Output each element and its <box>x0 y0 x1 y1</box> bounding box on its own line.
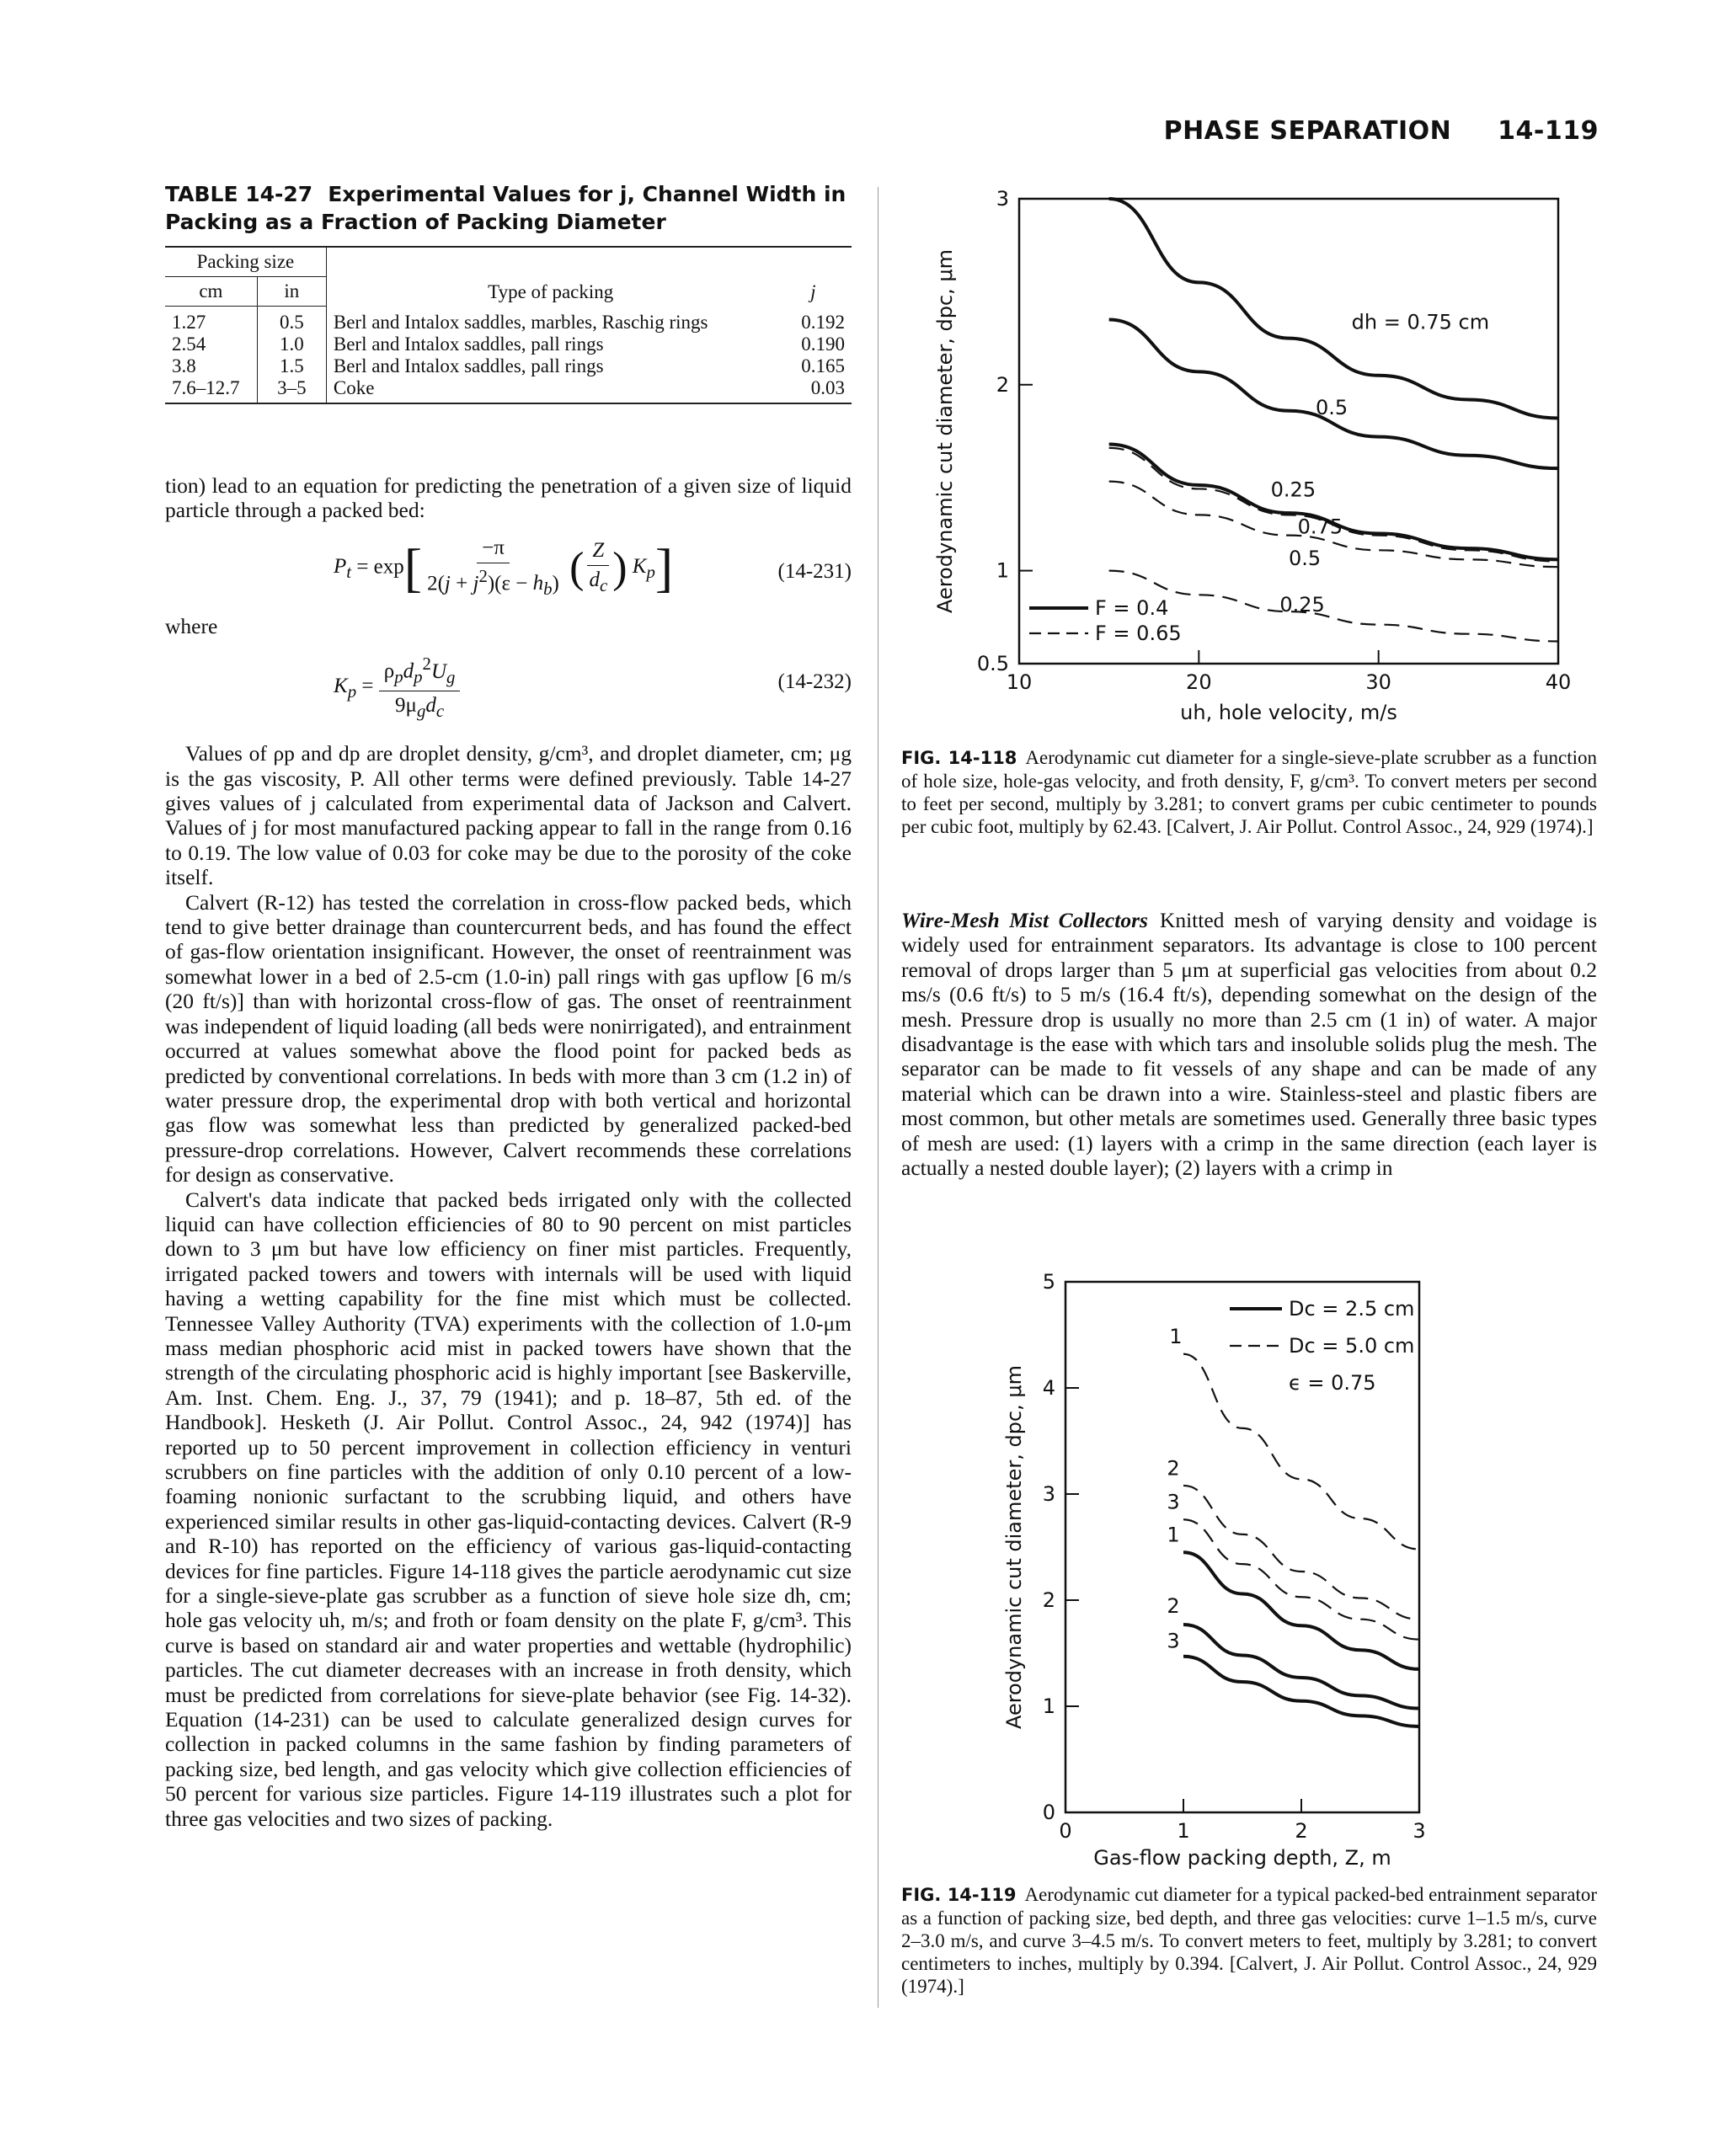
fig118-curve-label-1: 0.5 <box>1316 396 1348 420</box>
x-tick-label: 20 <box>1186 670 1212 694</box>
header-cm: cm <box>165 277 257 307</box>
fig118-curve-label-3: 0.75 <box>1297 515 1343 539</box>
wire-mesh-text: Knitted mesh of varying density and voidage is widely used for entrainment separators. Its advantage is close to 100 percent removal of drops larger than 5 μm at superficial gas velocities from about 0.2 ms/s (0.6 ft/s) to 5 m/s (16.4 ft/s), depending somewhat on the design of the mesh. Pressure drop is usually no more than 2.5 cm (1 in) of water. A major disadvantage is the ease with which tars and insoluble solids plug the mesh. The separator can be made to fit vessels of any shape and can be made of any material which can be drawn into a wire. Stainless-steel and plastic fibers are most common, but other metals are sometimes used. Generally three basic types of mesh are used: (1) layers with a crimp in the same direction (each layer is actually a nested double layer); (2) layers with a crimp in <box>901 908 1597 1181</box>
fig-14-118-caption <box>901 746 1597 838</box>
wire-mesh-paragraph <box>901 908 1597 1180</box>
fig-14-119-chart <box>1002 1263 1482 1878</box>
cell-in: 1.5 <box>257 355 326 377</box>
page-number: 14-119 <box>1498 116 1599 146</box>
cell-cm: 3.8 <box>165 355 257 377</box>
cell-in: 3–5 <box>257 377 326 403</box>
table-row <box>165 377 852 403</box>
y-tick-label: 2 <box>1042 1588 1055 1612</box>
equation-14-232-label: (14-232) <box>777 670 852 694</box>
table-label: TABLE 14-27 <box>165 182 313 206</box>
y-tick-label: 3 <box>1042 1482 1055 1506</box>
paragraph-calvert-crossflow: Calvert (R-12) has tested the correlation in cross-flow packed beds, which tend to give better drainage than countercurrent beds, and has found the effect of gas-flow orientation insignificant. However, the onset of reentrainment was somewhat lower in a bed of 2.5-cm (1.0-in) pall rings with gas upflow [6 m/s (20 ft/s)] than with horizontal cross-flow of gas. The onset of reentrainment was independent of liquid loading (all beds were nonirrigated), and entrainment occurred at values somewhat above the flood point for packed beds as predicted by conventional correlations. In beds with more than 3 cm (1.2 in) of water pressure drop, the experimental drop with both vertical and horizontal gas flow was somewhat less than predicted by generalized packed-bed pressure-drop correlations. However, Calvert recommends these correlations for design as conservative. <box>165 889 852 1187</box>
table-row <box>165 334 852 355</box>
fig119-series-5 <box>1183 1657 1419 1726</box>
fig-14-119-caption <box>901 1883 1597 1998</box>
header-in: in <box>257 277 326 307</box>
fig118-y-axis-label: Aerodynamic cut diameter, dpc, μm <box>933 248 957 614</box>
cell-j: 0.190 <box>801 334 845 355</box>
fig118-curve-label-2: 0.25 <box>1270 478 1316 502</box>
fig118-series-3 <box>1109 448 1558 562</box>
fig119-legend-label-1: Dc = 5.0 cm <box>1289 1334 1415 1358</box>
x-tick-label: 0 <box>1059 1819 1072 1843</box>
fig119-plot-frame <box>1065 1282 1419 1812</box>
x-tick-label: 2 <box>1295 1819 1308 1843</box>
fig118-curve-label-5: 0.25 <box>1279 593 1325 617</box>
paragraph-calvert-data: Calvert's data indicate that packed beds irrigated only with the collected liquid can have collection efficiencies of 80 to 90 percent on mist particles down to 3 μm but have low efficiency on finer mist particles. Frequently, irrigated packed towers and towers with internals will be used with liquid having a wetting capability for the fine mist which must be collected. Tennessee Valley Authority (TVA) experiments with the collection of 1.0-μm mass median phosphoric acid mist in packed towers have shown that the strength of the circulating phosphoric acid is highly important [see Baskerville, Am. Inst. Chem. Eng. J., 37, 79 (1941); and p. 18–87, 5th ed. of the Handbook]. Hesketh (J. Air Pollut. Control Assoc., 24, 942 (1974)] has reported up to 50 percent improvement in collection efficiency in venturi scrubbers on fine particles with the addition of only 0.10 percent of a low-foaming nonionic surfactant to the scrubbing liquid, and others have experienced similar results in other gas-liquid-contacting devices. Calvert (R-9 and R-10) has reported on the efficiency of various gas-liquid-contacting devices for fine particles. Figure 14-118 gives the particle aerodynamic cut size for a single-sieve-plate gas scrubber as a function of sieve hole size dh, cm; hole gas velocity uh, m/s; and froth or foam density on the plate F, g/cm³. This curve is based on standard air and water properties and wettable (hydrophilic) particles. The cut diameter decreases with an increase in froth density, which must be predicted from correlations for sieve-plate behavior (see Fig. 14-32). Equation (14-231) can be used to calculate generalized design curves for collection in packed columns in the same fashion by finding parameters of packing size, bed length, and gas velocity which give collection efficiencies of 50 percent for various size particles. Figure 14-119 illustrates such a plot for three gas velocities and two sizes of packing. <box>165 1187 852 1831</box>
wire-mesh-heading: Wire-Mesh Mist Collectors <box>901 908 1148 932</box>
y-tick-label: 0.5 <box>976 652 1009 675</box>
fig119-legend-label-0: Dc = 2.5 cm <box>1289 1297 1415 1321</box>
cell-in: 1.0 <box>257 334 326 355</box>
x-tick-label: 1 <box>1177 1819 1190 1843</box>
cell-type: Berl and Intalox saddles, marbles, Raschig rings <box>333 311 708 333</box>
fig118-number: FIG. 14-118 <box>901 748 1017 768</box>
cell-cm: 7.6–12.7 <box>165 377 257 403</box>
table-caption <box>165 180 852 236</box>
header-type: Type of packing <box>326 247 774 307</box>
cell-j: 0.165 <box>801 355 845 376</box>
fig119-curve-label-0: 1 <box>1169 1325 1183 1349</box>
section-title: PHASE SEPARATION <box>1163 116 1452 146</box>
y-tick-label: 1 <box>996 558 1009 583</box>
where-text: where <box>165 613 218 638</box>
fig119-curve-label-2: 3 <box>1167 1490 1180 1514</box>
equation-14-231-math: $P_t = \exp$[ $\frac{-\pi}{2(j + j^2)(\varepsilon - h_b)}$ ( $\frac{Z}{d_c}$ ) $K_p$] <box>334 536 674 600</box>
x-tick-label: 10 <box>1006 670 1033 694</box>
x-tick-label: 3 <box>1413 1819 1426 1843</box>
table-row <box>165 355 852 377</box>
fig119-x-axis-label: Gas-flow packing depth, Z, m <box>1093 1846 1391 1870</box>
header-j: j <box>775 247 852 307</box>
fig119-curve-label-1: 2 <box>1167 1456 1180 1481</box>
cell-type: Coke <box>326 377 774 403</box>
fig119-y-axis-label: Aerodynamic cut diameter, dpc, μm <box>1002 1364 1026 1730</box>
fig119-legend-label-2: ϵ = 0.75 <box>1289 1371 1376 1395</box>
packing-table <box>165 246 852 404</box>
fig119-series-3 <box>1183 1552 1419 1669</box>
table-row <box>165 307 852 334</box>
header-packing-size: Packing size <box>165 247 326 277</box>
y-tick-label: 1 <box>1042 1694 1055 1718</box>
fig119-caption-text: Aerodynamic cut diameter for a typical packed-bed entrainment separator as a function of packing size, bed depth, and three gas velocities: curve 1–1.5 m/s, curve 2–3.0 m/s, and curve 3–4.5 m/s. To convert meters to feet, multiply by 3.281; to convert centimeters to inches, multiply by 0.394. [Calvert, J. Air Pollut. Control Assoc., 24, 929 (1974).] <box>901 1884 1597 1997</box>
fig119-number: FIG. 14-119 <box>901 1885 1017 1905</box>
fig119-curve-label-3: 1 <box>1167 1523 1180 1547</box>
fig118-series-1 <box>1109 320 1558 469</box>
table-header-row <box>165 247 852 277</box>
paragraph-values: Values of ρp and dp are droplet density, g/cm³, and droplet diameter, cm; μg is the gas viscosity, P. All other terms were defined previously. Table 14-27 gives values of j calculated from experimental data of Jackson and Calvert. Values of j for most manufactured packing appear to fall in the range from 0.16 to 0.19. The low value of 0.03 for coke may be due to the porosity of the coke itself. <box>165 741 852 890</box>
cell-cm: 2.54 <box>165 334 257 355</box>
fig118-legend-label-1: F = 0.65 <box>1095 622 1182 645</box>
cell-in: 0.5 <box>257 307 326 334</box>
x-tick-label: 40 <box>1545 670 1572 694</box>
column-divider <box>878 187 879 2008</box>
table-title: Experimental Values for j, Channel Width in Packing as a Fraction of Packing Diameter <box>165 182 846 234</box>
fig118-curve-label-0: dh = 0.75 cm <box>1351 310 1490 334</box>
intro-paragraph: tion) lead to an equation for predicting the penetration of a given size of liquid particle through a packed bed: <box>165 473 852 523</box>
fig-14-118-chart <box>927 182 1583 729</box>
fig119-curve-label-5: 3 <box>1167 1629 1180 1653</box>
y-tick-label: 5 <box>1042 1270 1055 1294</box>
left-column <box>165 180 852 1831</box>
fig119-series-4 <box>1183 1625 1419 1709</box>
fig118-caption-text: Aerodynamic cut diameter for a single-sieve-plate scrubber as a function of hole size, hole-gas velocity, and froth density, F, g/cm³. To convert meters per second to feet per second, multiply by 3.281; to convert grams per cubic centimeter to pounds per cubic foot, multiply by 62.43. [Calvert, J. Air Pollut. Control Assoc., 24, 929 (1974).] <box>901 747 1597 837</box>
cell-cm: 1.27 <box>165 307 257 334</box>
fig118-x-axis-label: uh, hole velocity, m/s <box>1180 701 1397 724</box>
x-tick-label: 30 <box>1365 670 1391 694</box>
fig119-curve-label-4: 2 <box>1167 1594 1180 1619</box>
y-tick-label: 2 <box>996 372 1009 397</box>
equation-14-231 <box>165 528 852 629</box>
cell-type: Berl and Intalox saddles, pall rings <box>333 334 604 355</box>
fig118-series-0 <box>1109 199 1558 419</box>
equation-14-231-label: (14-231) <box>777 559 852 583</box>
equation-14-232 <box>165 647 852 728</box>
fig119-series-1 <box>1183 1486 1419 1620</box>
y-tick-label: 3 <box>996 187 1009 211</box>
equation-14-232-math: $K_p$ = $\frac{\rho_pd_p^2U_g}{9\mu_gd_c}$ <box>334 654 460 721</box>
fig118-curve-label-4: 0.5 <box>1289 546 1322 570</box>
cell-j: 0.192 <box>801 311 845 333</box>
cell-j: 0.03 <box>775 377 852 403</box>
y-tick-label: 0 <box>1042 1801 1055 1824</box>
cell-type: Berl and Intalox saddles, pall rings <box>333 355 604 376</box>
running-header <box>1164 116 1599 146</box>
y-tick-label: 4 <box>1042 1376 1055 1400</box>
fig118-legend-label-0: F = 0.4 <box>1095 596 1169 620</box>
